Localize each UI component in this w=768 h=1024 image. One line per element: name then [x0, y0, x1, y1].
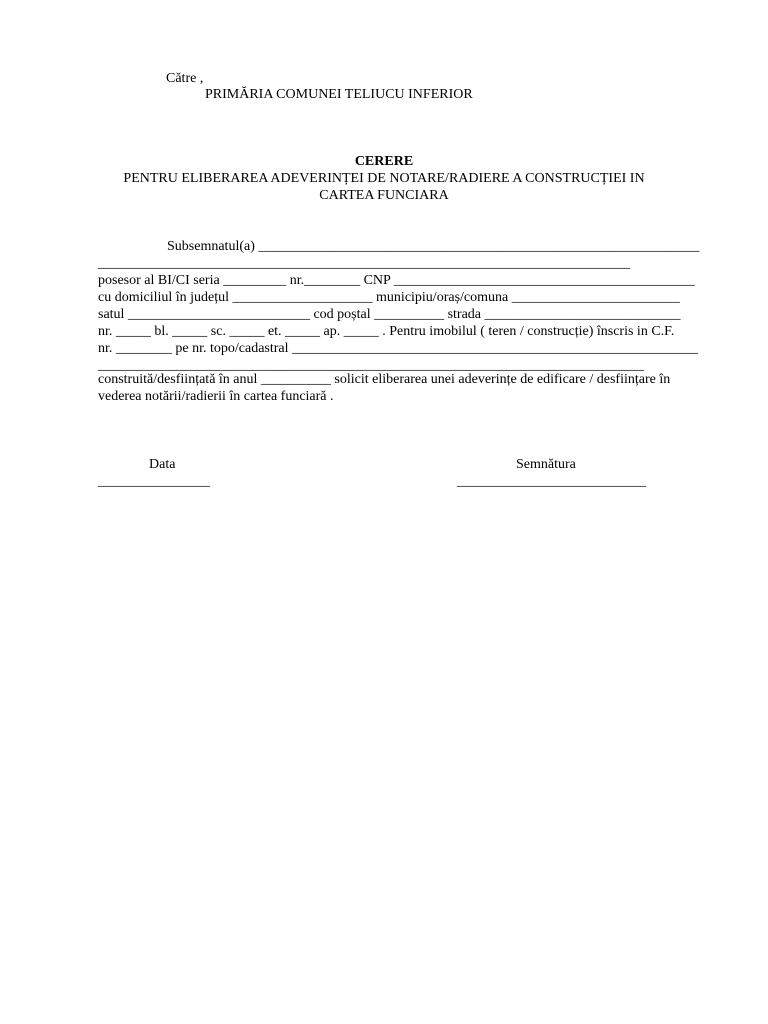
body-line-request: construită/desființată în anul __________ solicit eliberarea unei adeverințe de edificare / desființare în	[98, 372, 671, 387]
document-title: CERERE	[354, 154, 414, 169]
body-line-blank-2: ______________________________________________________________________________	[98, 358, 644, 373]
body-line-subsemnatul: Subsemnatul(a) _______________________________________________________________	[167, 239, 700, 254]
signature-line: ___________________________	[457, 474, 646, 489]
date-label: Data	[149, 457, 176, 472]
recipient: PRIMĂRIA COMUNEI TELIUCU INFERIOR	[205, 87, 473, 102]
date-line: ________________	[98, 474, 210, 489]
body-line-purpose: vederea notării/radierii în cartea funciară .	[98, 389, 334, 404]
body-line-address: nr. _____ bl. _____ sc. _____ et. _____ ap. _____ . Pentru imobilul ( teren / construcție) înscris in C.F.	[98, 324, 675, 339]
body-line-village: satul __________________________ cod poștal __________ strada ____________________________	[98, 307, 681, 322]
body-line-blank-1: ____________________________________________________________________________	[98, 256, 630, 271]
document-subtitle-line1: PENTRU ELIBERAREA ADEVERINȚEI DE NOTARE/RADIERE A CONSTRUCȚIEI IN	[123, 171, 645, 186]
body-line-cadastral: nr. ________ pe nr. topo/cadastral __________________________________________________________	[98, 341, 699, 356]
signature-label: Semnătura	[516, 457, 576, 472]
salutation: Către ,	[166, 71, 204, 86]
body-line-id-card: posesor al BI/CI seria _________ nr.________ CNP ___________________________________________	[98, 273, 695, 288]
body-line-domicile: cu domiciliul în județul ____________________ municipiu/oraș/comuna ________________________	[98, 290, 680, 305]
document-subtitle-line2: CARTEA FUNCIARA	[319, 188, 449, 203]
